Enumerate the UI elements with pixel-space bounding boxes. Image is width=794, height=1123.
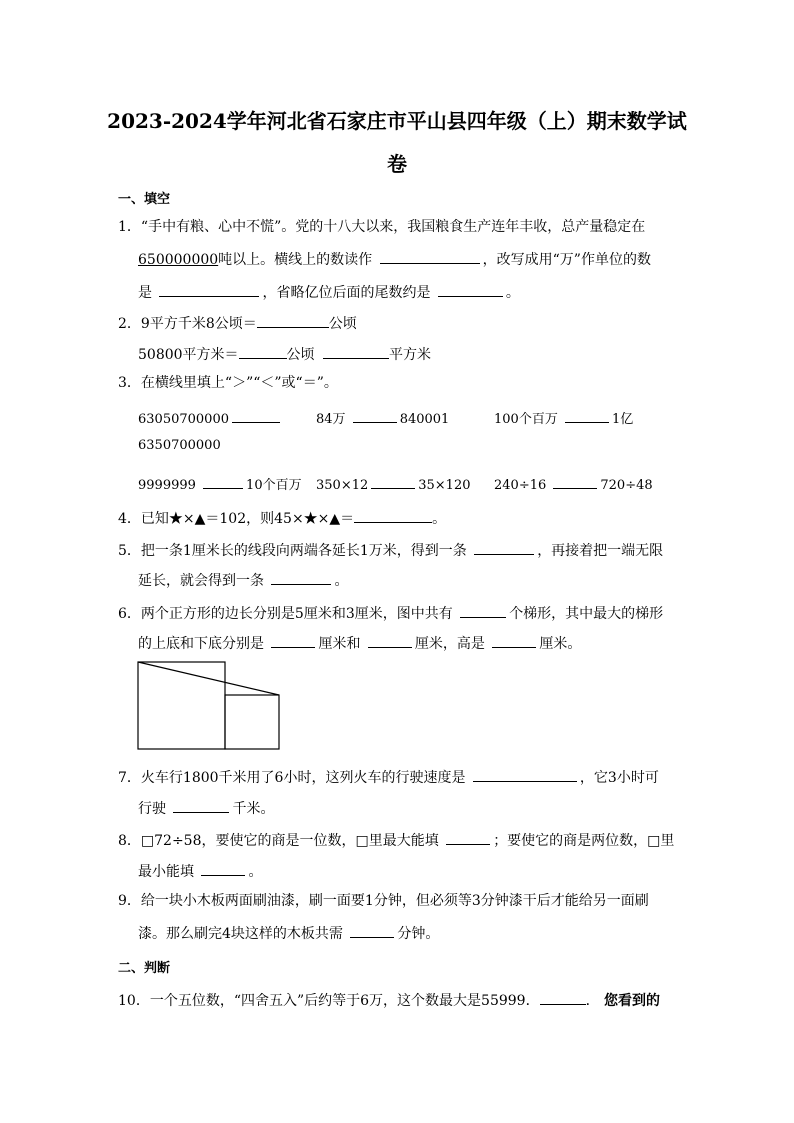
q3-blank-5[interactable] (371, 474, 415, 489)
q4-text-b: 。 (432, 511, 447, 527)
q3-item6-left: 240÷16 (494, 478, 547, 493)
q1-text-e: 。 (505, 285, 520, 301)
q3-line1: 3．在横线里填上“＞”“＜”或“＝”。 (118, 375, 338, 391)
q3-item5-left: 350×12 (316, 478, 369, 493)
q8-line2 (138, 861, 698, 881)
q9-text-b: 分钟。 (397, 926, 440, 942)
q3-item4 (138, 474, 302, 495)
q3-blank-6[interactable] (553, 474, 597, 489)
q1-text-d: ，省略亿位后面的尾数约是 (262, 285, 431, 301)
q3-item3-right: 1亿 (611, 412, 634, 427)
q5-blank-1[interactable] (474, 540, 534, 555)
q6-text-d: 厘米和 (318, 636, 361, 652)
q3-item3-left: 100个百万 (494, 412, 558, 427)
q6-blank-2[interactable] (271, 633, 315, 648)
q6-text-f: 厘米。 (539, 636, 582, 652)
q5-text-a: 5．把一条1厘米长的线段向两端各延长1万米，得到一条 (118, 543, 467, 559)
q8-text-b: ；要使它的商是两位数，□里 (493, 833, 675, 849)
q1-blank-yi[interactable] (438, 282, 503, 297)
q10-line (118, 990, 678, 1010)
q7-text-c: 行驶 (138, 801, 166, 817)
q7-text-a: 7．火车行1800千米用了6小时，这列火车的行驶速度是 (118, 770, 466, 786)
q10-blank[interactable] (540, 990, 586, 1005)
q5-text-d: 。 (334, 573, 349, 589)
q3-item3 (494, 408, 633, 429)
small-square (225, 695, 279, 749)
q1-blank-read[interactable] (380, 249, 480, 264)
q2-text-d: 公顷 (286, 347, 315, 363)
q9-text-a: 漆。那么刷完4块这样的木板共需 (138, 926, 343, 942)
q6-text-a: 6．两个正方形的边长分别是5厘米和3厘米，图中共有 (118, 606, 453, 622)
q7-blank-2[interactable] (173, 798, 229, 813)
q3-item6 (494, 474, 653, 495)
q6-text-c: 的上底和下底分别是 (138, 636, 264, 652)
q10-text-a: 10．一个五位数，“四舍五入”后约等于6万，这个数最大是55999． (118, 993, 540, 1009)
q1-line3 (138, 282, 698, 302)
q1-text-c: 是 (138, 285, 152, 301)
q1-blank-wan[interactable] (159, 282, 259, 297)
diagonal-line (138, 662, 279, 695)
q8-text-a: 8．□72÷58，要使它的商是一位数，□里最大能填 (118, 833, 439, 849)
q5-line2 (138, 570, 698, 590)
q6-line1 (118, 603, 678, 623)
q2-blank-3[interactable] (323, 344, 389, 359)
q3-item4-left: 9999999 (138, 478, 196, 493)
q6-text-b: 个梯形，其中最大的梯形 (509, 606, 664, 622)
q2-blank-1[interactable] (257, 313, 329, 328)
q3-item2-left: 84万 (316, 412, 346, 427)
q1-text-b: ，改写成用“万”作单位的数 (482, 252, 651, 268)
q4-blank[interactable] (354, 508, 432, 523)
q2-text-c: 50800平方米＝ (138, 347, 239, 363)
q2-text-b: 公顷 (328, 316, 357, 332)
q8-blank-1[interactable] (446, 830, 490, 845)
q5-blank-2[interactable] (271, 570, 331, 585)
q9-line2 (138, 923, 698, 943)
page-title-line2: 卷 (387, 152, 407, 176)
q3-blank-4[interactable] (203, 474, 243, 489)
q3-item1 (138, 408, 283, 429)
q3-item5-right: 35×120 (418, 478, 471, 493)
q2-line2 (138, 344, 698, 364)
q3-blank-3[interactable] (565, 408, 609, 423)
q7-blank-1[interactable] (473, 767, 577, 782)
section-heading-judge: 二、判断 (118, 961, 171, 976)
q7-text-b: ，它3小时可 (579, 770, 659, 786)
q6-blank-3[interactable] (368, 633, 412, 648)
q3-item2 (316, 408, 449, 429)
q10-text-b: ． (585, 993, 600, 1009)
page-title-line1: 2023-2024学年河北省石家庄市平山县四年级（上）期末数学试 (107, 109, 687, 133)
q3-item5 (316, 474, 471, 495)
section-heading-fill: 一、填空 (118, 192, 171, 207)
q9-blank[interactable] (350, 923, 394, 938)
q1-line2 (138, 249, 698, 269)
q8-text-d: 。 (248, 864, 263, 880)
q8-blank-2[interactable] (201, 861, 245, 876)
q3-item1-left: 63050700000 (138, 412, 229, 427)
q3-blank-1[interactable] (232, 408, 280, 423)
q1-number: 650000000 (138, 252, 219, 268)
q6-line2 (138, 633, 698, 653)
q5-line1 (118, 540, 678, 560)
q1-text-a: 吨以上。横线上的数读作 (218, 252, 373, 268)
two-squares-figure (136, 660, 288, 755)
q3-item4-right: 10个百万 (246, 478, 302, 493)
q7-line1 (118, 767, 678, 787)
q8-text-c: 最小能填 (138, 864, 194, 880)
q2-line1 (118, 313, 678, 333)
q6-blank-1[interactable] (460, 603, 506, 618)
q4-text-a: 4．已知★×▲＝102，则45×★×▲＝ (118, 511, 355, 527)
q5-text-b: ，再接着把一端无限 (537, 543, 664, 559)
q3-item1-right: 6350700000 (138, 438, 221, 453)
q3-blank-2[interactable] (353, 408, 397, 423)
large-square (138, 662, 225, 749)
q5-text-c: 延长，就会得到一条 (138, 573, 264, 589)
q1-line1: 1．“手中有粮、心中不慌”。党的十八大以来，我国粮食生产连年丰收，总产量稳定在 (118, 219, 646, 235)
q3-item2-right: 840001 (399, 412, 450, 427)
q10-watermark-text: 您看到的 (604, 993, 661, 1009)
q7-line2 (138, 798, 698, 818)
q2-blank-2[interactable] (239, 344, 287, 359)
q4-line (118, 508, 678, 528)
q9-line1: 9．给一块小木板两面刷油漆，刷一面要1分钟，但必须等3分钟漆干后才能给另一面刷 (118, 893, 649, 909)
q6-blank-4[interactable] (492, 633, 536, 648)
q2-text-a: 2．9平方千米8公顷＝ (118, 316, 257, 332)
q7-text-d: 千米。 (232, 801, 275, 817)
q8-line1 (118, 830, 678, 850)
q6-text-e: 厘米，高是 (414, 636, 485, 652)
q2-text-e: 平方米 (389, 347, 431, 363)
q3-item6-right: 720÷48 (600, 478, 653, 493)
